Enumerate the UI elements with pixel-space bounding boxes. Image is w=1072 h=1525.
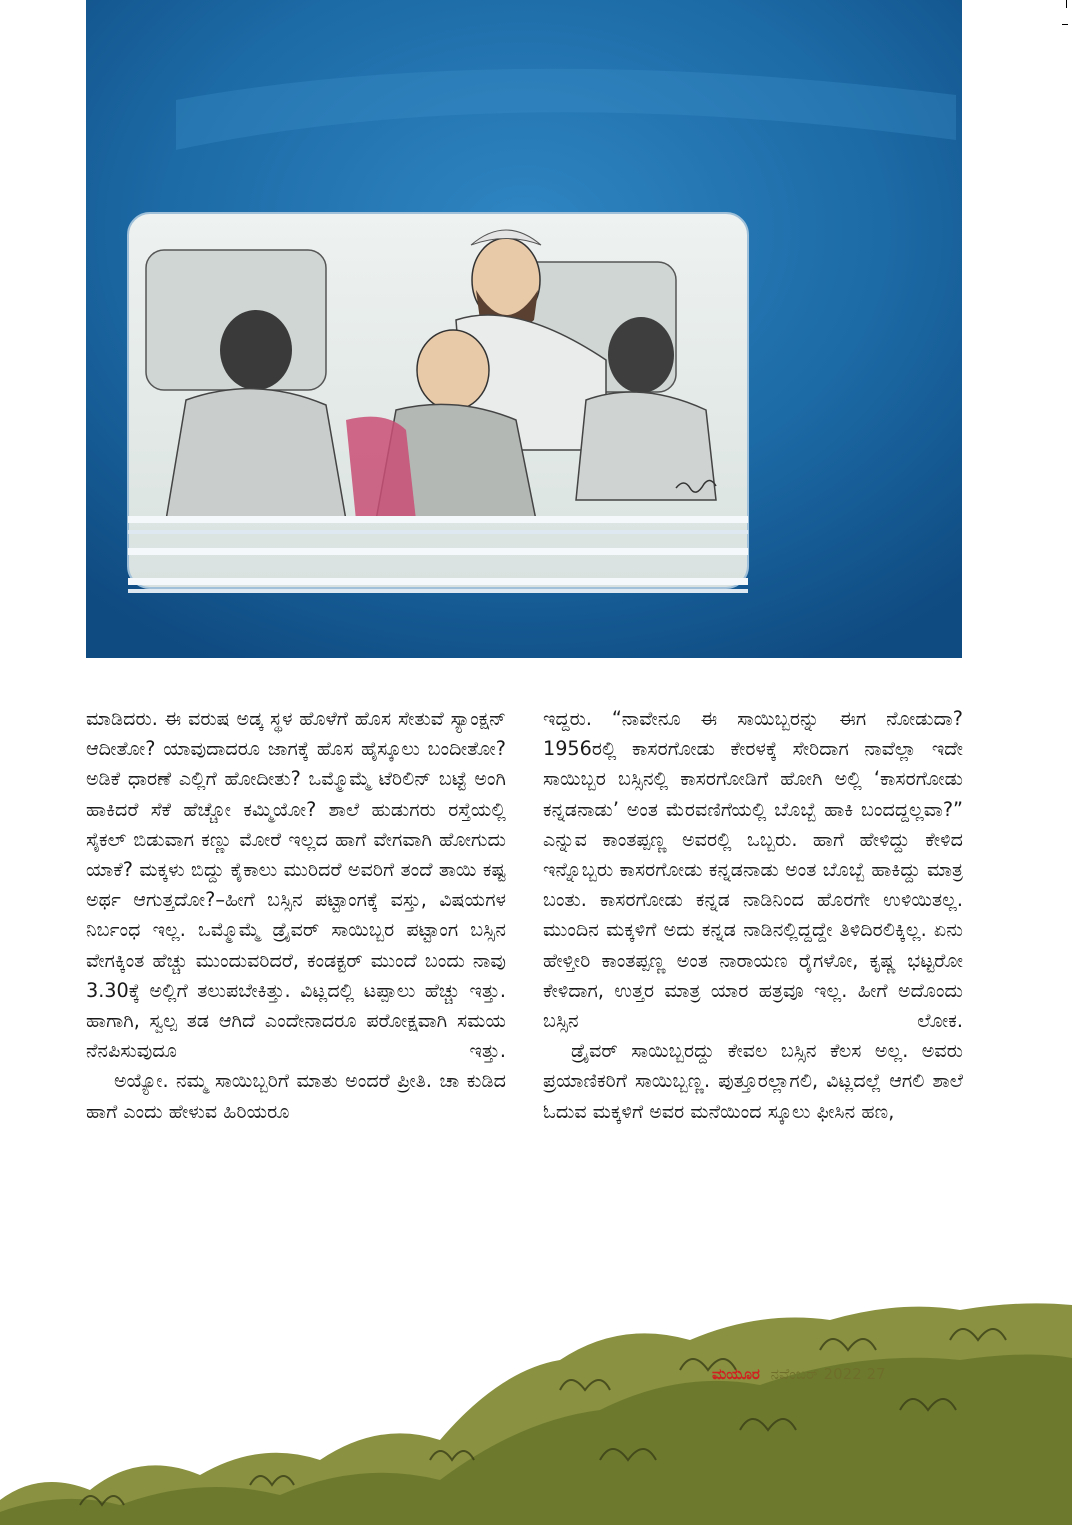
magazine-brand: ಮಯೂರ: [712, 1365, 760, 1383]
article-column-right: [543, 704, 963, 1127]
article-column-left: [86, 704, 506, 1127]
issue-date: ನವೆಂಬರ್ 2022: [770, 1365, 862, 1383]
paragraph: ಮಾಡಿದರು. ಈ ವರುಷ ಅಡ್ಕ ಸ್ಥಳ ಹೊಳೆಗೆ ಹೊಸ ಸೇತುವೆ ಸ್ಯಾಂಕ್ಷನ್ ಆದೀತೋ? ಯಾವುದಾದರೂ ಜಾಗಕ್ಕೆ ಹೊಸ ಹೈಸ್ಕೂಲು ಬಂದೀತೋ? ಅಡಿಕೆ ಧಾರಣೆ ಎಲ್ಲಿಗೆ ಹೋದೀತು? ಒಮ್ಮೊಮ್ಮೆ ಟೆರಿಲಿನ್ ಬಟ್ಟೆ ಅಂಗಿ ಹಾಕಿದರೆ ಸೆಕೆ ಹೆಚ್ಚೋ ಕಮ್ಮಿಯೋ? ಶಾಲೆ ಹುಡುಗರು ರಸ್ತೆಯಲ್ಲಿ ಸೈಕಲ್ ಬಿಡುವಾಗ ಕಣ್ಣು ಮೋರೆ ಇಲ್ಲದ ಹಾಗೆ ವೇಗವಾಗಿ ಹೋಗುದು ಯಾಕೆ? ಮಕ್ಕಳು ಬಿದ್ದು ಕೈಕಾಲು ಮುರಿದರೆ ಅವರಿಗೆ ತಂದೆ ತಾಯಿ ಕಷ್ಟ ಅರ್ಥ ಆಗುತ್ತದೋ?–ಹೀಗೆ ಬಸ್ಸಿನ ಪಟ್ಟಾಂಗಕ್ಕೆ ವಸ್ತು, ವಿಷಯಗಳ ನಿರ್ಬಂಧ ಇಲ್ಲ. ಒಮ್ಮೊಮ್ಮೆ ಡ್ರೈವರ್ ಸಾಯಿಬ್ಬರ ಪಟ್ಟಾಂಗ ಬಸ್ಸಿನ ವೇಗಕ್ಕಿಂತ ಹೆಚ್ಚು ಮುಂದುವರಿದರೆ, ಕಂಡಕ್ಟರ್ ಮುಂದೆ ಬಂದು ನಾವು 3.30ಕ್ಕೆ ಅಲ್ಲಿಗೆ ತಲುಪಬೇಕಿತ್ತು. ವಿಟ್ಲದಲ್ಲಿ ಟಪ್ಪಾಲು ಹೆಚ್ಚು ಇತ್ತು. ಹಾಗಾಗಿ, ಸ್ವಲ್ಪ ತಡ ಆಗಿದೆ ಎಂದೇನಾದರೂ ಪರೋಕ್ಷವಾಗಿ ಸಮಯ ನೆನಪಿಸುವುದೂ ಇತ್ತು.: [86, 707, 506, 1063]
paragraph: ಇದ್ದರು. “ನಾವೇನೂ ಈ ಸಾಯಿಬ್ಬರನ್ನು ಈಗ ನೋಡುದಾ? 1956ರಲ್ಲಿ ಕಾಸರಗೋಡು ಕೇರಳಕ್ಕೆ ಸೇರಿದಾಗ ನಾವೆಲ್ಲಾ ಇದೇ ಸಾಯಿಬ್ಬರ ಬಸ್ಸಿನಲ್ಲಿ ಕಾಸರಗೋಡಿಗೆ ಹೋಗಿ ಅಲ್ಲಿ ‘ಕಾಸರಗೋಡು ಕನ್ನಡನಾಡು’ ಅಂತ ಮೆರವಣಿಗೆಯಲ್ಲಿ ಬೊಬ್ಬೆ ಹಾಕಿ ಬಂದದ್ದಲ್ಲವಾ?” ಎನ್ನುವ ಕಾಂತಪ್ಪಣ್ಣ ಅವರಲ್ಲಿ ಒಬ್ಬರು. ಹಾಗೆ ಹೇಳಿದ್ದು ಕೇಳಿದ ಇನ್ನೊಬ್ಬರು ಕಾಸರಗೋಡು ಕನ್ನಡನಾಡು ಅಂತ ಬೊಬ್ಬೆ ಹಾಕಿದ್ದು ಮಾತ್ರ ಬಂತು. ಕಾಸರಗೋಡು ಕನ್ನಡ ನಾಡಿನಿಂದ ಹೊರಗೇ ಉಳಿಯಿತಲ್ಲ. ಮುಂದಿನ ಮಕ್ಕಳಿಗೆ ಅದು ಕನ್ನಡ ನಾಡಿನಲ್ಲಿದ್ದದ್ದೇ ತಿಳಿದಿರಲಿಕ್ಕಿಲ್ಲ. ಏನು ಹೇಳ್ತೀರಿ ಕಾಂತಪ್ಪಣ್ಣ ಅಂತ ನಾರಾಯಣ ರೈಗಳೋ, ಕೃಷ್ಣ ಭಟ್ಟರೋ ಕೇಳಿದಾಗ, ಉತ್ತರ ಮಾತ್ರ ಯಾರ ಹತ್ರವೂ ಇಲ್ಲ. ಹೀಗೆ ಅದೊಂದು ಬಸ್ಸಿನ ಲೋಕ.: [543, 707, 963, 1033]
page-footer: [712, 1365, 886, 1383]
paragraph: ಡ್ರೈವರ್ ಸಾಯಿಬ್ಬರದ್ದು ಕೇವಲ ಬಸ್ಸಿನ ಕೆಲಸ ಅಲ್ಲ. ಅವರು ಪ್ರಯಾಣಿಕರಿಗೆ ಸಾಯಿಬ್ಬಣ್ಣ. ಪುತ್ತೂರಲ್ಲಾಗಲಿ, ವಿಟ್ಲದಲ್ಲೆ ಆಗಲಿ ಶಾಲೆ ಓದುವ ಮಕ್ಕಳಿಗೆ ಅವರ ಮನೆಯಿಂದ ಸ್ಕೂಲು ಫೀಸಿನ ಹಣ,: [543, 1039, 963, 1123]
paragraph: ಅಯ್ಯೋ. ನಮ್ಮ ಸಾಯಿಬ್ಬರಿಗೆ ಮಾತು ಅಂದರೆ ಪ್ರೀತಿ. ಚಾ ಕುಡಿದ ಹಾಗೆ ಎಂದು ಹೇಳುವ ಹಿರಿಯರೂ: [86, 1069, 506, 1123]
crop-marks: [1052, 0, 1072, 40]
page-number: 27: [866, 1365, 886, 1383]
foliage-illustration: [0, 1300, 1072, 1525]
bus-illustration: [86, 0, 962, 658]
